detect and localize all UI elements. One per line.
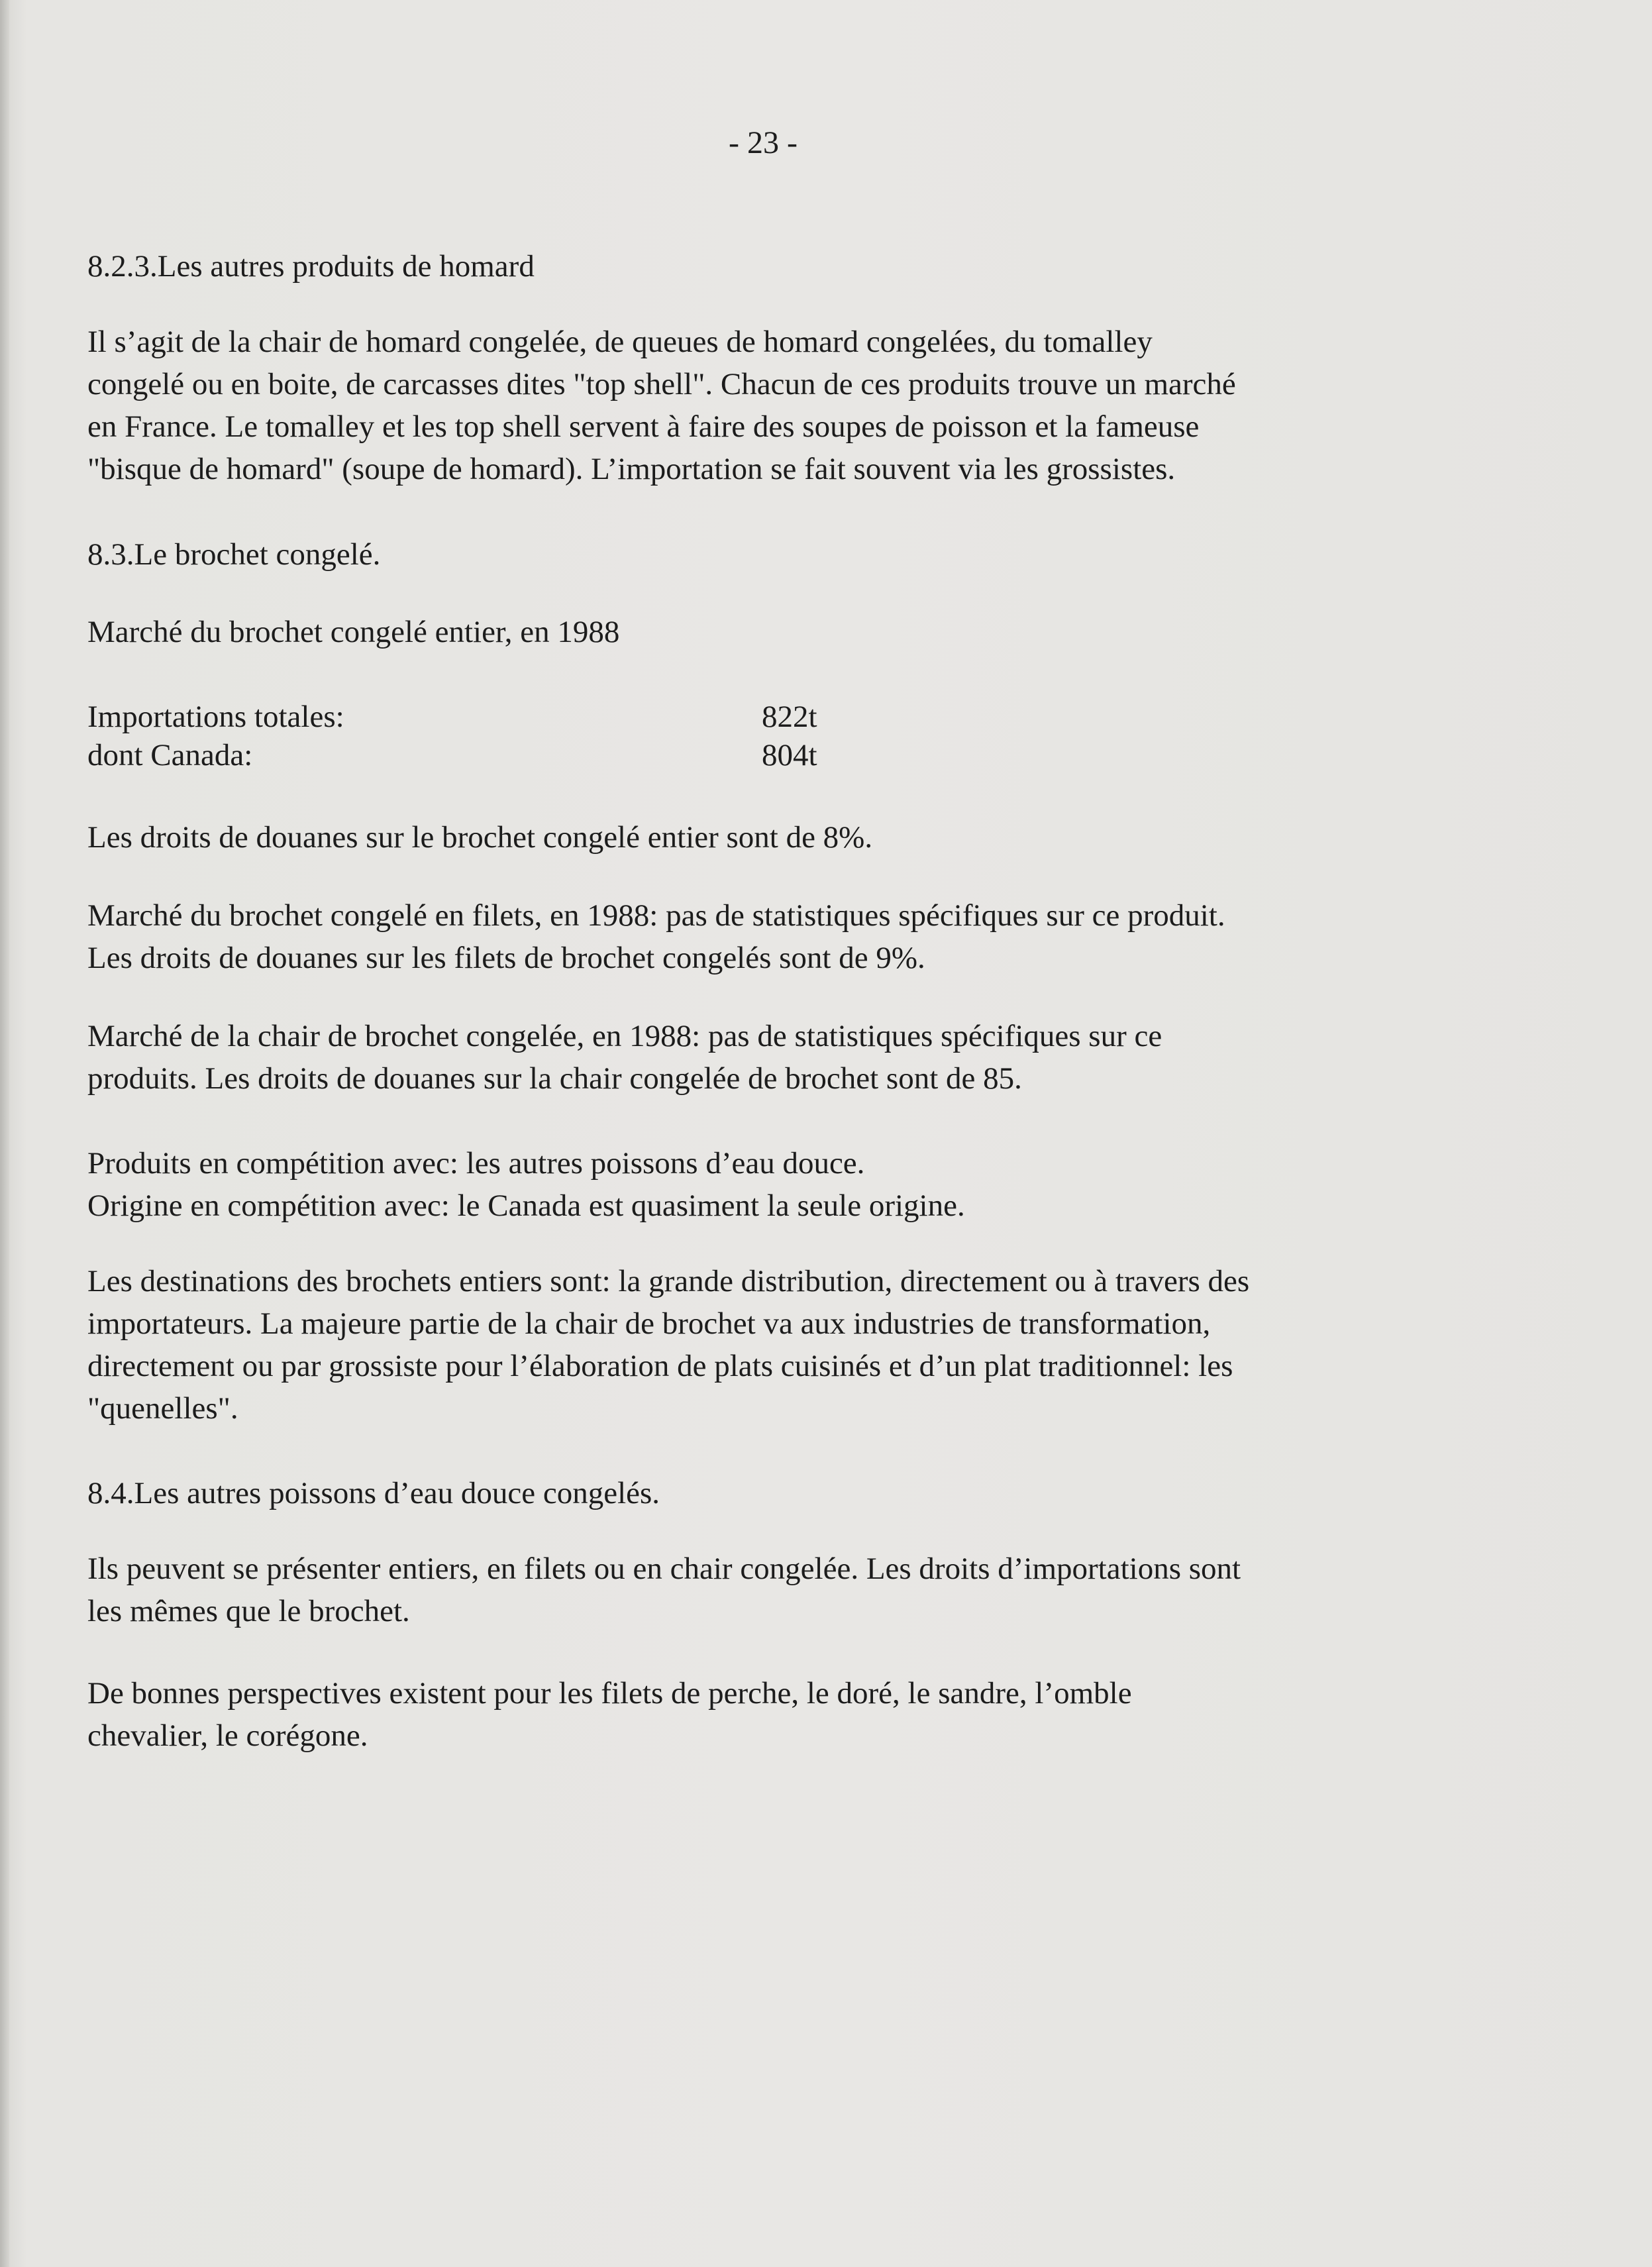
text-line: Les droits de douanes sur les filets de brochet congelés sont de 9%. xyxy=(87,941,925,975)
page-number: - 23 - xyxy=(729,125,798,160)
text-line: congelé ou en boite, de carcasses dites "top shell". Chacun de ces produits trouve un marché xyxy=(87,367,1236,401)
paragraph-competition xyxy=(87,1142,1478,1227)
text-line: De bonnes perspectives existent pour les filets de perche, le doré, le sandre, l’omble xyxy=(87,1676,1132,1711)
section-heading-8-4: 8.4.Les autres poissons d’eau douce congelés. xyxy=(87,1476,660,1510)
text-line: importateurs. La majeure partie de la chair de brochet va aux industries de transformation, xyxy=(87,1306,1211,1341)
paragraph-prospects xyxy=(87,1672,1478,1757)
paragraph-lobster-products xyxy=(87,321,1478,490)
text-line: Origine en compétition avec: le Canada est quasiment la seule origine. xyxy=(87,1188,965,1223)
text-line: "quenelles". xyxy=(87,1391,238,1426)
text-line: Produits en compétition avec: les autres poissons d’eau douce. xyxy=(87,1146,865,1181)
text-line: chevalier, le corégone. xyxy=(87,1718,368,1753)
text-line: Marché du brochet congelé en filets, en 1988: pas de statistiques spécifiques sur ce produit. xyxy=(87,898,1225,933)
import-row-total xyxy=(87,696,817,738)
text-line: "bisque de homard" (soupe de homard). L’importation se fait souvent via les grossistes. xyxy=(87,452,1176,486)
text-line: Il s’agit de la chair de homard congelée, de queues de homard congelées, du tomalley xyxy=(87,325,1153,359)
paragraph-pike-flesh xyxy=(87,1015,1478,1100)
import-label: dont Canada: xyxy=(87,738,253,772)
text-line: Les destinations des brochets entiers sont: la grande distribution, directement ou à travers des xyxy=(87,1264,1250,1298)
import-row-canada xyxy=(87,734,817,776)
text-line: Ils peuvent se présenter entiers, en filets ou en chair congelée. Les droits d’importations sont xyxy=(87,1552,1241,1586)
section-heading-8-2-3: 8.2.3.Les autres produits de homard xyxy=(87,249,535,284)
paragraph-destinations xyxy=(87,1260,1478,1430)
paragraph-forms xyxy=(87,1548,1478,1632)
import-value: 822t xyxy=(762,700,817,734)
text-line: directement ou par grossiste pour l’élaboration de plats cuisinés et d’un plat traditionnel: les xyxy=(87,1349,1233,1383)
text-line: les mêmes que le brochet. xyxy=(87,1594,410,1628)
import-label: Importations totales: xyxy=(87,700,344,734)
text-line: produits. Les droits de douanes sur la chair congelée de brochet sont de 85. xyxy=(87,1061,1022,1096)
text-line: en France. Le tomalley et les top shell servent à faire des soupes de poisson et la fameuse xyxy=(87,409,1200,444)
import-value: 804t xyxy=(762,738,817,772)
page-edge-shadow xyxy=(0,0,9,2267)
paragraph-pike-fillets xyxy=(87,894,1478,979)
duties-whole-pike: Les droits de douanes sur le brochet congelé entier sont de 8%. xyxy=(87,820,873,855)
section-heading-8-3: 8.3.Le brochet congelé. xyxy=(87,537,381,572)
text-line: Marché de la chair de brochet congelée, en 1988: pas de statistiques spécifiques sur ce xyxy=(87,1019,1162,1053)
market-title: Marché du brochet congelé entier, en 1988 xyxy=(87,615,620,649)
